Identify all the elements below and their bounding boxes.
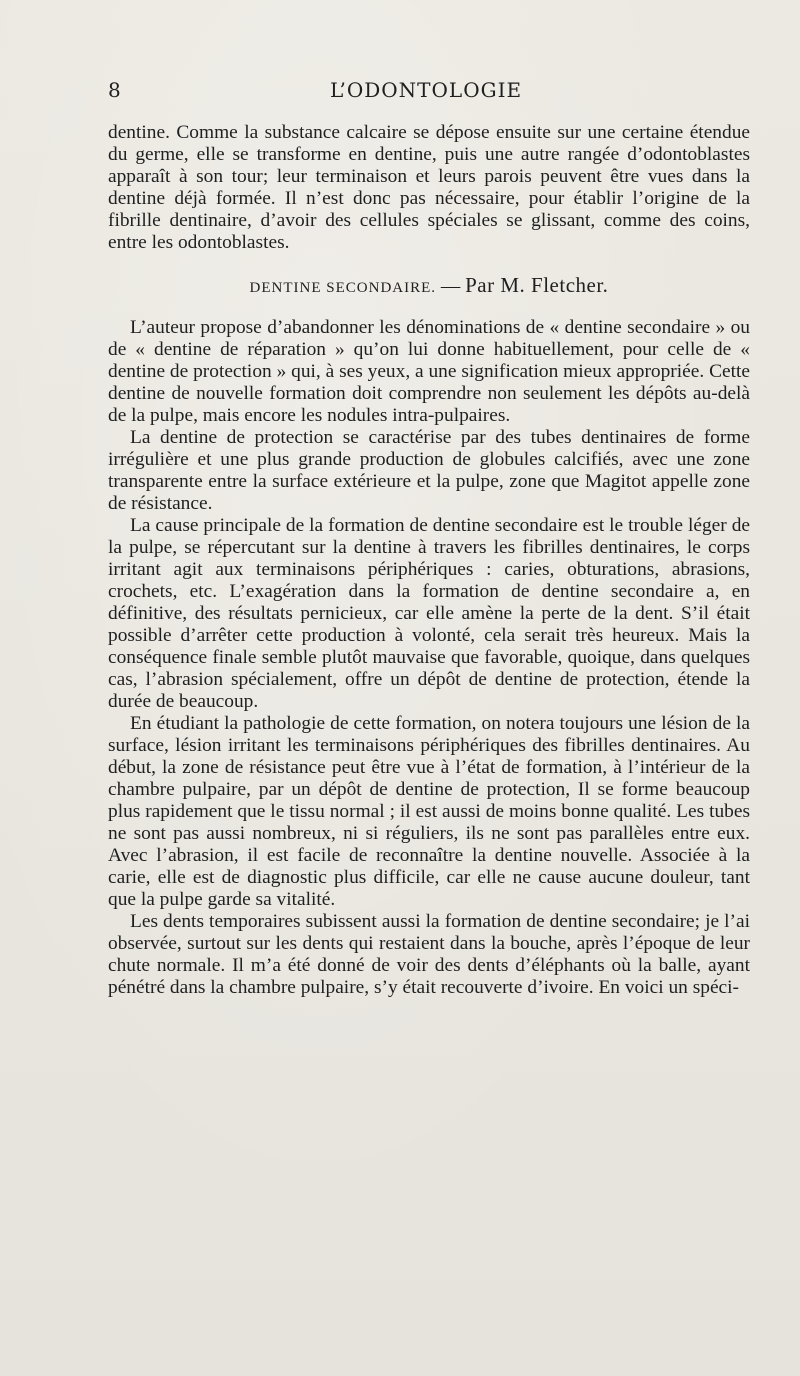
body-text [108, 122, 750, 999]
section-author: Par M. Fletcher. [465, 273, 609, 297]
page-header [108, 78, 748, 108]
paragraph-1: L’auteur propose d’abandonner les dénominations de « dentine secondaire » ou de « dentine de réparation » qu’on lui donne habituellement, pour celle de « dentine de protection » qui, à ses yeux, a une signification mieux appropriée. Cette dentine de nouvelle formation doit comprendre non seulement les dépôts au-delà de la pulpe, mais encore les nodules intra-pulpaires. [108, 317, 750, 426]
intro-paragraph: dentine. Comme la substance calcaire se dépose ensuite sur une certaine étendue du germe, elle se transforme en dentine, puis une autre rangée d’odontoblastes apparaît à son tour; leur terminaison et leurs parois peuvent être vues dans la dentine déjà formée. Il n’est donc pas nécessaire, pour établir l’origine de la fibrille dentinaire, d’avoir des cellules spéciales se glissant, comme des coins, entre les odontoblastes. [108, 122, 750, 253]
paragraph-5: Les dents temporaires subissent aussi la formation de dentine secondaire; je l’ai observée, surtout sur les dents qui restaient dans la bouche, après l’époque de leur chute normale. Il m’a été donné de voir des dents d’éléphants où la balle, ayant pénétré dans la chambre pulpaire, s’y était recouverte d’ivoire. En voici un spéci- [108, 911, 750, 998]
paragraph-2: La dentine de protection se caractérise par des tubes dentinaires de forme irrégulière et une plus grande production de globules calcifiés, avec une zone transparente entre la surface extérieure et la pulpe, zone que Magitot appelle zone de résistance. [108, 427, 750, 514]
paragraph-3: La cause principale de la formation de dentine secondaire est le trouble léger de la pulpe, se répercutant sur la dentine à travers les fibrilles dentinaires, le corps irritant agit aux terminaisons périphériques : caries, obturations, abrasions, crochets, etc. L’exagération dans la formation de dentine secondaire a, en définitive, des résultats pernicieux, car elle amène la perte de la dent. S’il était possible d’arrêter cette production à volonté, cela serait très heureux. Mais la conséquence finale semble plutôt mauvaise que favorable, quoique, dans quelques cas, l’abrasion spécialement, offre un dépôt de dentine de protection, étende la durée de beaucoup. [108, 515, 750, 712]
section-heading [108, 274, 750, 299]
paragraph-4: En étudiant la pathologie de cette formation, on notera toujours une lésion de la surface, lésion irritant les terminaisons périphériques des fibrilles dentinaires. Au début, la zone de résistance peut être vue à l’état de formation, à l’intérieur de la chambre pulpaire, par un dépôt de dentine de protection, Il se forme beaucoup plus rapidement que le tissu normal ; il est aussi de moins bonne qualité. Les tubes ne sont pas aussi nombreux, ni si réguliers, ils ne sont pas parallèles entre eux. Avec l’abrasion, il est facile de reconnaître la dentine nouvelle. Associée à la carie, elle est de diagnostic plus difficile, car elle ne cause aucune douleur, tant que la pulpe garde sa vitalité. [108, 713, 750, 910]
section-dash: — [436, 276, 466, 297]
section-title: DENTINE SECONDAIRE. [249, 280, 437, 296]
page-number: 8 [108, 78, 122, 102]
running-title: L’ODONTOLOGIE [330, 78, 523, 102]
